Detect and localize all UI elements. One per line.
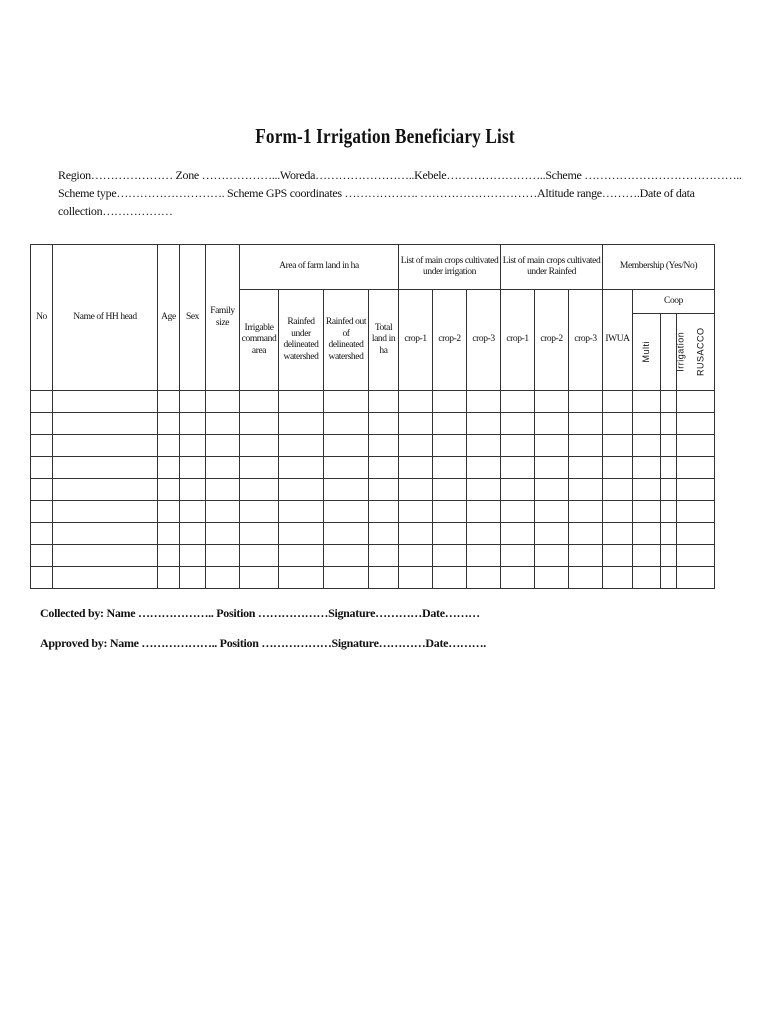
table-cell (180, 479, 206, 501)
table-cell (603, 435, 633, 457)
table-cell (324, 479, 369, 501)
table-cell (433, 567, 467, 589)
table-cell (324, 457, 369, 479)
table-cell (569, 435, 603, 457)
table-cell (279, 567, 324, 589)
table-cell (433, 545, 467, 567)
table-row (31, 501, 715, 523)
header-no: No (31, 245, 53, 391)
table-cell (467, 523, 501, 545)
table-cell (501, 435, 535, 457)
table-cell (633, 567, 661, 589)
table-cell (677, 523, 715, 545)
table-cell (501, 479, 535, 501)
table-cell (180, 501, 206, 523)
table-cell (279, 435, 324, 457)
table-cell (279, 457, 324, 479)
table-cell (661, 545, 677, 567)
header-name-of-hh-head: Name of HH head (53, 245, 158, 391)
table-cell (661, 391, 677, 413)
header-coop: Coop (633, 290, 715, 314)
table-cell (399, 523, 433, 545)
table-cell (633, 457, 661, 479)
table-cell (53, 523, 158, 545)
table-cell (433, 457, 467, 479)
table-cell (535, 523, 569, 545)
table-cell (369, 523, 399, 545)
table-cell (661, 435, 677, 457)
table-cell (633, 391, 661, 413)
table-cell (661, 523, 677, 545)
table-cell (569, 413, 603, 435)
collected-by-line: Collected by: Name ……………….. Position ………………Signature…………Date……… (40, 606, 480, 620)
table-cell (324, 545, 369, 567)
table-cell (661, 501, 677, 523)
form-metadata (58, 166, 742, 220)
table-cell (369, 479, 399, 501)
table-cell (569, 479, 603, 501)
table-cell (569, 391, 603, 413)
table-cell (324, 567, 369, 589)
table-cell (31, 567, 53, 589)
header-irrigable-command-area: Irrigable command area (240, 290, 279, 391)
table-cell (324, 501, 369, 523)
header-membership: Membership (Yes/No) (603, 245, 715, 290)
table-cell (206, 567, 240, 589)
table-cell (467, 435, 501, 457)
table-cell (677, 435, 715, 457)
table-cell (240, 501, 279, 523)
table-cell (569, 567, 603, 589)
table-cell (369, 413, 399, 435)
meta-line-collection: collection……………… (58, 204, 173, 218)
table-cell (240, 435, 279, 457)
table-cell (633, 479, 661, 501)
table-cell (603, 567, 633, 589)
table-cell (240, 457, 279, 479)
table-cell (31, 457, 53, 479)
table-cell (53, 567, 158, 589)
table-cell (399, 501, 433, 523)
table-cell (240, 523, 279, 545)
table-cell (180, 567, 206, 589)
table-cell (501, 413, 535, 435)
table-cell (369, 567, 399, 589)
header-irrigation-crop-2: crop-2 (433, 290, 467, 391)
table-cell (677, 501, 715, 523)
table-cell (53, 545, 158, 567)
table-cell (433, 479, 467, 501)
table-cell (369, 545, 399, 567)
table-cell (633, 501, 661, 523)
table-cell (206, 479, 240, 501)
table-cell (53, 501, 158, 523)
table-cell (433, 413, 467, 435)
table-cell (206, 391, 240, 413)
table-cell (661, 567, 677, 589)
table-cell (603, 413, 633, 435)
table-cell (535, 501, 569, 523)
table-cell (433, 391, 467, 413)
form-title: Form-1 Irrigation Beneficiary List (255, 124, 515, 148)
table-cell (535, 567, 569, 589)
table-cell (535, 391, 569, 413)
table-cell (180, 523, 206, 545)
table-cell (603, 545, 633, 567)
table-cell (433, 435, 467, 457)
table-cell (535, 545, 569, 567)
table-cell (633, 413, 661, 435)
table-cell (467, 413, 501, 435)
table-cell (279, 479, 324, 501)
table-cell (206, 457, 240, 479)
table-cell (501, 567, 535, 589)
table-cell (31, 435, 53, 457)
header-rusacco: RUSACCO (677, 314, 715, 391)
table-row (31, 413, 715, 435)
table-cell (279, 523, 324, 545)
table-cell (467, 457, 501, 479)
header-rainfed-under-watershed: Rainfed under delineated watershed (279, 290, 324, 391)
table-cell (603, 479, 633, 501)
table-cell (467, 501, 501, 523)
table-cell (399, 413, 433, 435)
table-cell (158, 435, 180, 457)
table-cell (158, 457, 180, 479)
table-cell (324, 413, 369, 435)
table-cell (467, 479, 501, 501)
table-cell (399, 435, 433, 457)
header-rainfed-crop-1: crop-1 (501, 290, 535, 391)
table-cell (206, 435, 240, 457)
table-cell (535, 457, 569, 479)
header-total-land: Total land in ha (369, 290, 399, 391)
header-irrigation-crop-1: crop-1 (399, 290, 433, 391)
table-cell (535, 479, 569, 501)
table-cell (31, 545, 53, 567)
table-cell (467, 545, 501, 567)
table-cell (279, 413, 324, 435)
table-cell (158, 545, 180, 567)
table-cell (279, 545, 324, 567)
table-cell (240, 479, 279, 501)
table-cell (569, 501, 603, 523)
table-row (31, 545, 715, 567)
table-cell (501, 545, 535, 567)
table-cell (279, 501, 324, 523)
table-row (31, 523, 715, 545)
table-cell (399, 391, 433, 413)
header-irrigation: Irrigation (661, 314, 677, 391)
table-cell (53, 413, 158, 435)
header-rainfed-out-of-watershed: Rainfed out of delineated watershed (324, 290, 369, 391)
header-family-size: Family size (206, 245, 240, 391)
table-cell (279, 391, 324, 413)
beneficiary-table (30, 244, 715, 589)
table-cell (158, 501, 180, 523)
table-row (31, 479, 715, 501)
table-cell (603, 391, 633, 413)
table-cell (369, 457, 399, 479)
header-iwua: IWUA (603, 290, 633, 391)
table-cell (501, 457, 535, 479)
table-cell (399, 545, 433, 567)
table-cell (206, 413, 240, 435)
table-cell (501, 501, 535, 523)
table-cell (603, 457, 633, 479)
table-cell (677, 545, 715, 567)
table-cell (433, 523, 467, 545)
header-multi: Multi (633, 314, 661, 391)
header-sex: Sex (180, 245, 206, 391)
table-cell (569, 523, 603, 545)
table-cell (677, 413, 715, 435)
table-cell (31, 501, 53, 523)
table-cell (31, 413, 53, 435)
table-cell (677, 479, 715, 501)
table-cell (31, 479, 53, 501)
table-cell (633, 545, 661, 567)
table-cell (240, 413, 279, 435)
table-row (31, 435, 715, 457)
table-cell (535, 413, 569, 435)
table-cell (677, 457, 715, 479)
table-cell (633, 523, 661, 545)
table-cell (206, 545, 240, 567)
table-cell (369, 501, 399, 523)
table-cell (569, 457, 603, 479)
header-irrigation-crop-3: crop-3 (467, 290, 501, 391)
table-cell (633, 435, 661, 457)
table-cell (180, 413, 206, 435)
table-cell (677, 391, 715, 413)
table-cell (369, 391, 399, 413)
table-cell (206, 501, 240, 523)
table-cell (467, 391, 501, 413)
approved-by-line: Approved by: Name ……………….. Position ………………Signature…………Date………. (40, 636, 486, 650)
table-row (31, 567, 715, 589)
table-cell (240, 391, 279, 413)
table-cell (158, 567, 180, 589)
table-cell (677, 567, 715, 589)
table-cell (158, 413, 180, 435)
table-cell (240, 567, 279, 589)
table-cell (603, 501, 633, 523)
header-rainfed-crop-2: crop-2 (535, 290, 569, 391)
header-crops-under-rainfed: List of main crops cultivated under Rainfed (501, 245, 603, 290)
table-cell (535, 435, 569, 457)
table-cell (324, 391, 369, 413)
table-cell (661, 413, 677, 435)
table-cell (53, 457, 158, 479)
table-cell (399, 457, 433, 479)
meta-line-region: Region………………… Zone ………………...Woreda……………………..Kebele……………………..Scheme ………………………………….. (58, 168, 742, 182)
table-cell (501, 391, 535, 413)
table-cell (180, 545, 206, 567)
table-cell (158, 391, 180, 413)
header-rainfed-crop-3: crop-3 (569, 290, 603, 391)
table-row (31, 391, 715, 413)
table-cell (603, 523, 633, 545)
header-crops-under-irrigation: List of main crops cultivated under irrigation (399, 245, 501, 290)
table-cell (433, 501, 467, 523)
table-cell (180, 435, 206, 457)
table-cell (53, 391, 158, 413)
table-cell (180, 391, 206, 413)
table-cell (501, 523, 535, 545)
header-area-of-farm-land: Area of farm land in ha (240, 245, 399, 290)
table-cell (158, 523, 180, 545)
table-cell (31, 523, 53, 545)
header-age: Age (158, 245, 180, 391)
table-cell (569, 545, 603, 567)
table-cell (467, 567, 501, 589)
table-cell (240, 545, 279, 567)
table-cell (399, 567, 433, 589)
table-row (31, 457, 715, 479)
meta-line-scheme-type: Scheme type………………………. Scheme GPS coordinates ………………. …………………………Altitude range……….Date of data (58, 186, 695, 200)
table-cell (180, 457, 206, 479)
table-cell (324, 523, 369, 545)
table-cell (369, 435, 399, 457)
table-cell (206, 523, 240, 545)
table-cell (661, 457, 677, 479)
table-cell (399, 479, 433, 501)
table-cell (324, 435, 369, 457)
table-cell (31, 391, 53, 413)
table-cell (53, 479, 158, 501)
table-cell (158, 479, 180, 501)
table-cell (53, 435, 158, 457)
table-cell (661, 479, 677, 501)
table-body (31, 391, 715, 589)
